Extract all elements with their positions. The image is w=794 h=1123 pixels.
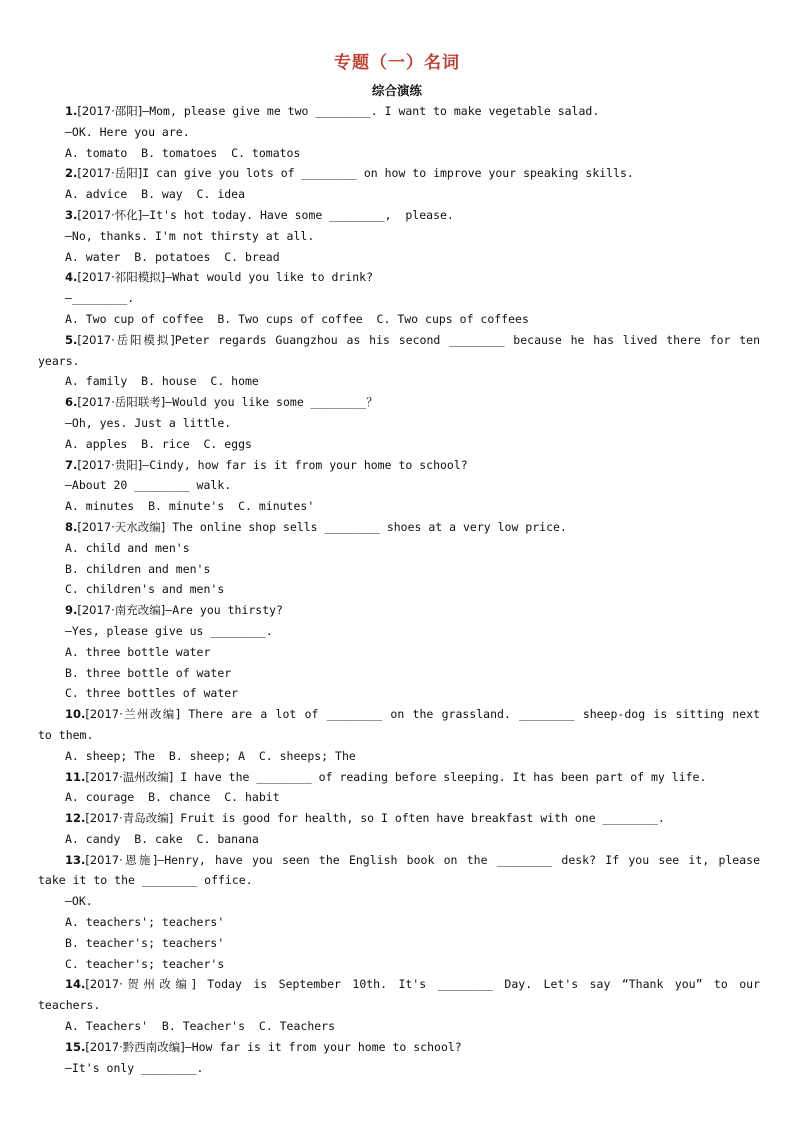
question-stem-line <box>38 600 760 621</box>
answer-options: C. teacher's; teacher's <box>65 956 225 971</box>
question-stem-continued: years. <box>38 353 80 368</box>
answer-options: B. teacher's; teachers' <box>65 935 225 950</box>
dialogue-line: —It's only ________. <box>65 1060 204 1075</box>
section-subtitle: 综合演练 <box>371 83 422 98</box>
question-stem: —Cindy, how far is it from your home to school? <box>142 457 468 472</box>
question-stem: —Would you like some ________？ <box>165 395 378 410</box>
question-stem: —What would you like to drink? <box>165 270 373 285</box>
question-stem-continued: teachers. <box>38 998 101 1013</box>
answer-options: A. water B. potatoes C. bread <box>65 249 280 264</box>
question-number: 12. <box>65 811 86 826</box>
dialogue-line: —No, thanks. I'm not thirsty at all. <box>65 228 315 243</box>
question-stem-line <box>38 455 760 476</box>
answer-options: A. child and men's <box>65 540 190 555</box>
answer-options: C. three bottles of water <box>65 686 239 701</box>
answer-options: A. sheep; The B. sheep; A C. sheeps; The <box>65 748 356 763</box>
answer-options: A. candy B. cake C. banana <box>65 831 259 846</box>
question-number: 7. <box>65 457 78 472</box>
dialogue-line: —Yes, please give us ________. <box>65 623 273 638</box>
question-source: [2017·青岛改编] <box>85 811 174 826</box>
question-source: [2017·岳阳] <box>77 166 143 181</box>
question-number: 6. <box>65 395 78 410</box>
question-stem: I can give you lots of ________ on how to improve your speaking skills. <box>142 166 634 181</box>
question-source: [2017·岳阳模拟] <box>77 332 175 347</box>
dialogue-line: —OK. <box>65 894 93 909</box>
dialogue-line: —OK. Here you are. <box>65 124 190 139</box>
answer-options: B. three bottle of water <box>65 665 232 680</box>
question-source: [2017·南充改编] <box>77 603 166 618</box>
question-number: 4. <box>65 270 78 285</box>
question-source: [2017·温州改编] <box>85 769 174 784</box>
question-number: 14. <box>65 977 86 992</box>
answer-options: A. teachers'; teachers' <box>65 915 225 930</box>
question-source: [2017·怀化] <box>77 207 143 222</box>
question-stem-continued: take it to the ________ office. <box>38 873 253 888</box>
answer-options: A. apples B. rice C. eggs <box>65 436 252 451</box>
dialogue-line: —About 20 ________ walk. <box>65 478 232 493</box>
question-number: 15. <box>65 1039 86 1054</box>
question-source: [2017·邵阳] <box>77 104 143 118</box>
question-stem: Fruit is good for health, so I often have breakfast with one ________. <box>173 811 665 826</box>
question-stem-line <box>38 267 760 288</box>
question-source: [2017·贺州改编] <box>85 977 196 992</box>
answer-options: B. children and men's <box>65 561 211 576</box>
answer-options: A. Two cup of coffee B. Two cups of coffee C. Two cups of coffees <box>65 311 529 326</box>
question-stem: —Mom, please give me two ________. I want to make vegetable salad. <box>142 104 600 118</box>
question-stem-line <box>38 205 760 226</box>
question-stem-line <box>38 101 760 122</box>
question-stem-line <box>38 704 760 725</box>
dialogue-line: —Oh, yes. Just a little. <box>65 415 232 430</box>
question-stem: —How far is it from your home to school? <box>184 1039 462 1054</box>
question-source: [2017·兰州改编] <box>85 707 181 722</box>
question-stem: Peter regards Guangzhou as his second ________ because he has lived there for ten <box>174 332 761 347</box>
question-number: 9. <box>65 603 78 618</box>
question-stem-continued: to them. <box>38 727 94 742</box>
question-stem-line <box>38 392 760 413</box>
question-stem-line <box>38 808 760 829</box>
question-stem: —Are you thirsty? <box>165 603 283 618</box>
question-number: 3. <box>65 207 78 222</box>
question-stem-line <box>38 767 760 788</box>
answer-options: A. Teachers' B. Teacher's C. Teachers <box>65 1019 336 1034</box>
question-stem-line <box>38 330 760 351</box>
question-number: 11. <box>65 769 86 784</box>
question-source: [2017·贵阳] <box>77 457 143 472</box>
question-source: [2017·岳阳联考] <box>77 395 166 410</box>
question-source: [2017·黔西南改编] <box>85 1039 185 1054</box>
question-number: 2. <box>65 166 78 181</box>
question-number: 1. <box>65 104 78 118</box>
question-stem-line <box>38 850 760 871</box>
answer-options: A. courage B. chance C. habit <box>65 790 280 805</box>
question-stem-line <box>38 974 760 995</box>
answer-options: A. advice B. way C. idea <box>65 187 246 202</box>
answer-options: A. tomato B. tomatoes C. tomatos <box>65 145 301 160</box>
page-title: 专题（一）名词 <box>334 53 460 73</box>
question-stem-line <box>38 1037 760 1058</box>
question-stem: Today is September 10th. It's ________ Day. Let's say “Thank you” to our <box>195 977 760 992</box>
question-source: [2017·天水改编] <box>77 519 166 534</box>
question-list <box>38 101 760 1078</box>
question-stem: —It's hot today. Have some ________, please. <box>142 207 454 222</box>
question-number: 5. <box>65 332 78 347</box>
dialogue-line: —________. <box>65 291 135 306</box>
question-stem: There are a lot of ________ on the grassland. ________ sheep-dog is sitting next <box>180 707 760 722</box>
question-stem: —Henry, have you seen the English book on the ________ desk? If you see it, please <box>157 852 761 867</box>
question-number: 13. <box>65 852 86 867</box>
question-stem-line <box>38 517 760 538</box>
question-number: 8. <box>65 519 78 534</box>
question-stem: I have the ________ of reading before sleeping. It has been part of my life. <box>173 769 707 784</box>
answer-options: A. family B. house C. home <box>65 374 259 389</box>
question-stem-line <box>38 163 760 184</box>
question-source: [2017·恩施] <box>85 852 158 867</box>
answer-options: A. three bottle water <box>65 644 211 659</box>
answer-options: A. minutes B. minute's C. minutes' <box>65 499 315 514</box>
question-stem: The online shop sells ________ shoes at a very low price. <box>165 519 567 534</box>
question-source: [2017·祁阳模拟] <box>77 270 166 285</box>
question-number: 10. <box>65 707 86 722</box>
answer-options: C. children's and men's <box>65 582 225 597</box>
